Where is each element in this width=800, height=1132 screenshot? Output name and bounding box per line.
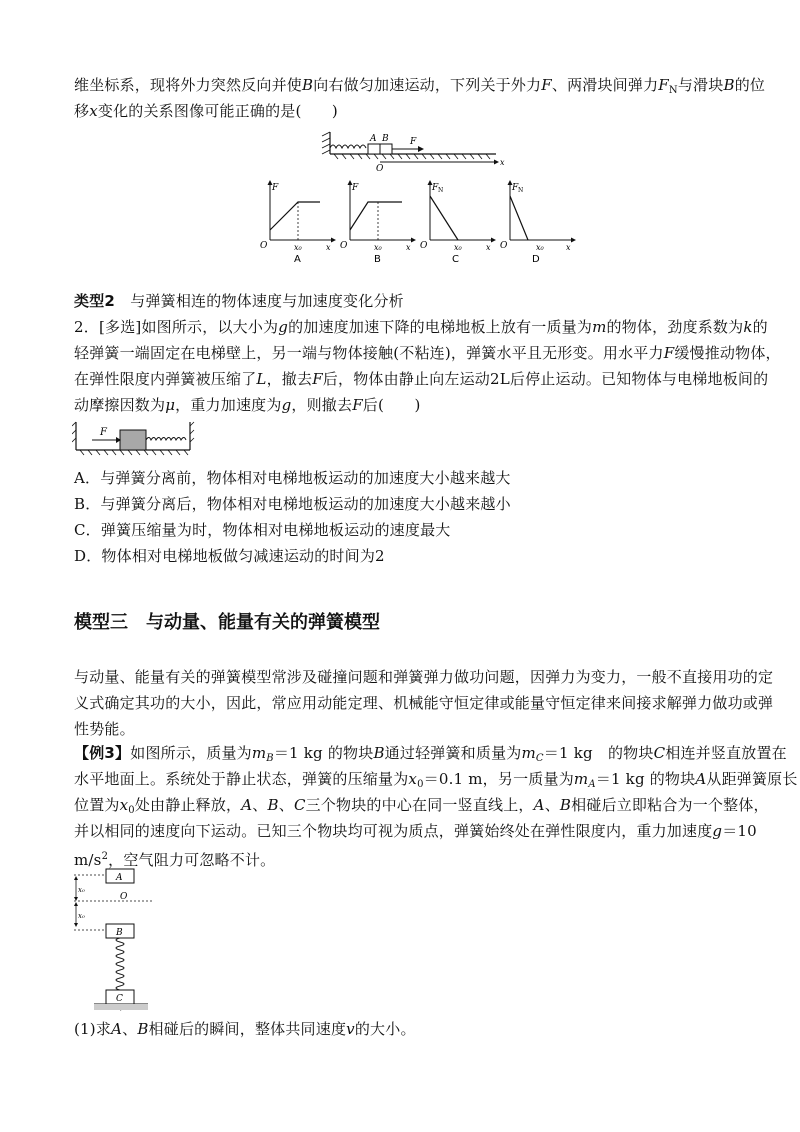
- spring-blocks-figure: [318, 128, 508, 176]
- svg-text:A: A: [116, 873, 123, 883]
- type2-heading: 类型2 与弹簧相连的物体速度与加速度变化分析: [74, 292, 404, 310]
- svg-text:C: C: [116, 994, 123, 1004]
- svg-text:D: D: [532, 254, 540, 262]
- svg-text:N: N: [518, 187, 524, 194]
- svg-text:B: B: [382, 134, 389, 144]
- svg-text:A: A: [294, 254, 301, 262]
- q2-option-a: A．与弹簧分离前，物体相对电梯地板运动的加速度大小越来越大: [74, 469, 511, 487]
- block-b: [380, 144, 392, 154]
- q2-option-d: D．物体相对电梯地板做匀减速运动的时间为2: [74, 547, 385, 565]
- block-a: [368, 144, 380, 154]
- q2-line2: 轻弹簧一端固定在电梯壁上，另一端与物体接触(不粘连)，弹簧水平且无形变。用水平力F缓慢推动物体，: [74, 344, 781, 362]
- svg-text:A: A: [370, 134, 377, 144]
- q2-line4: 动摩擦因数为μ，重力加速度为g，则撤去F后( ): [74, 396, 421, 414]
- q2-line1: 2．[多选]如图所示，以大小为g的加速度加速下降的电梯地板上放有一质量为m的物体，劲度系数为k的: [74, 318, 768, 336]
- q1-text-line1: 维坐标系，现将外力突然反向并使B向右做匀加速运动，下列关于外力F、两滑块间弹力$F_N$与滑块B的位: [74, 76, 766, 96]
- svg-text:F: F: [100, 427, 107, 438]
- svg-text:x: x: [326, 243, 331, 252]
- ex3-question1: (1)求A、B相碰后的瞬间，整体共同速度v的大小。: [74, 1020, 416, 1038]
- svg-text:x₀: x₀: [78, 912, 85, 920]
- ex3-line4: 并以相同的速度向下运动。已知三个物块均可视为质点，弹簧始终处在弹性限度内，重力加速度g＝10: [74, 822, 757, 840]
- svg-text:O: O: [420, 241, 428, 251]
- ex3-line5: $m/s^2$，空气阻力可忽略不计。: [74, 851, 276, 869]
- graph-option-a: [258, 178, 338, 262]
- svg-text:x₀: x₀: [294, 243, 302, 252]
- model3-paragraph-line2: 义式确定其功的大小，因此，常应用动能定理、机械能守恒定律或能量守恒定律来间接求解弹力做功或弹: [74, 694, 774, 712]
- svg-text:B: B: [116, 928, 123, 938]
- svg-text:x: x: [406, 243, 411, 252]
- model3-paragraph-line1: 与动量、能量有关的弹簧模型常涉及碰撞问题和弹簧弹力做功问题，因弹力为变力，一般不直接用功的定: [74, 668, 774, 686]
- svg-text:F: F: [272, 183, 279, 193]
- svg-text:x₀: x₀: [536, 243, 544, 252]
- graph-option-d: [498, 178, 578, 262]
- ex3-line3: 位置为$x_0$处由静止释放，A、B、C三个物块的中心在同一竖直线上，A、B相碰后立即粘合为一个整体，: [74, 796, 769, 816]
- svg-text:F: F: [432, 183, 439, 193]
- graph-option-c: [418, 178, 498, 262]
- q1-text-line2: 移x变化的关系图像可能正确的是( ): [74, 102, 338, 120]
- svg-text:x: x: [566, 243, 571, 252]
- svg-text:O: O: [500, 241, 508, 251]
- svg-text:N: N: [438, 187, 444, 194]
- svg-text:x₀: x₀: [374, 243, 382, 252]
- spring-icon: [146, 438, 186, 441]
- svg-text:x: x: [486, 243, 491, 252]
- spring-icon: [330, 145, 366, 148]
- svg-text:O: O: [260, 241, 268, 251]
- force-arrow-icon: [418, 146, 424, 152]
- ex3-line2: 水平地面上。系统处于静止状态，弹簧的压缩量为$x_0=0.1$ m，另一质量为$m_A=1$ kg 的物块A从距弹簧原长: [74, 770, 798, 790]
- svg-text:O: O: [120, 892, 128, 902]
- q2-option-b: B．与弹簧分离后，物体相对电梯地板运动的加速度大小越来越小: [74, 495, 511, 513]
- svg-text:B: B: [374, 254, 381, 262]
- model3-heading: 模型三 与动量、能量有关的弹簧模型: [74, 612, 380, 633]
- svg-text:x₀: x₀: [78, 886, 85, 894]
- svg-text:O: O: [376, 164, 384, 174]
- svg-text:F: F: [410, 137, 417, 147]
- graph-option-b: [338, 178, 418, 262]
- svg-text:O: O: [340, 241, 348, 251]
- model3-paragraph-line3: 性势能。: [74, 720, 135, 738]
- block: [120, 430, 146, 450]
- svg-text:x₀: x₀: [454, 243, 462, 252]
- ex3-line1: 【例3】如图所示，质量为$m_B=1$ kg 的物块B通过轻弹簧和质量为$m_C=1$ kg 的物块C相连并竖直放置在: [74, 744, 787, 764]
- q2-option-c: C．弹簧压缩量为时，物体相对电梯地板运动的速度最大: [74, 521, 451, 539]
- svg-text:F: F: [352, 183, 359, 193]
- block-spring-figure: [72, 418, 196, 456]
- svg-text:F: F: [512, 183, 519, 193]
- vertical-spring-figure: [70, 868, 170, 1014]
- svg-text:x: x: [500, 158, 505, 167]
- svg-text:C: C: [452, 254, 459, 262]
- q2-line3: 在弹性限度内弹簧被压缩了L，撤去F后，物体由静止向左运动2L后停止运动。已知物体与电梯地板间的: [74, 370, 769, 388]
